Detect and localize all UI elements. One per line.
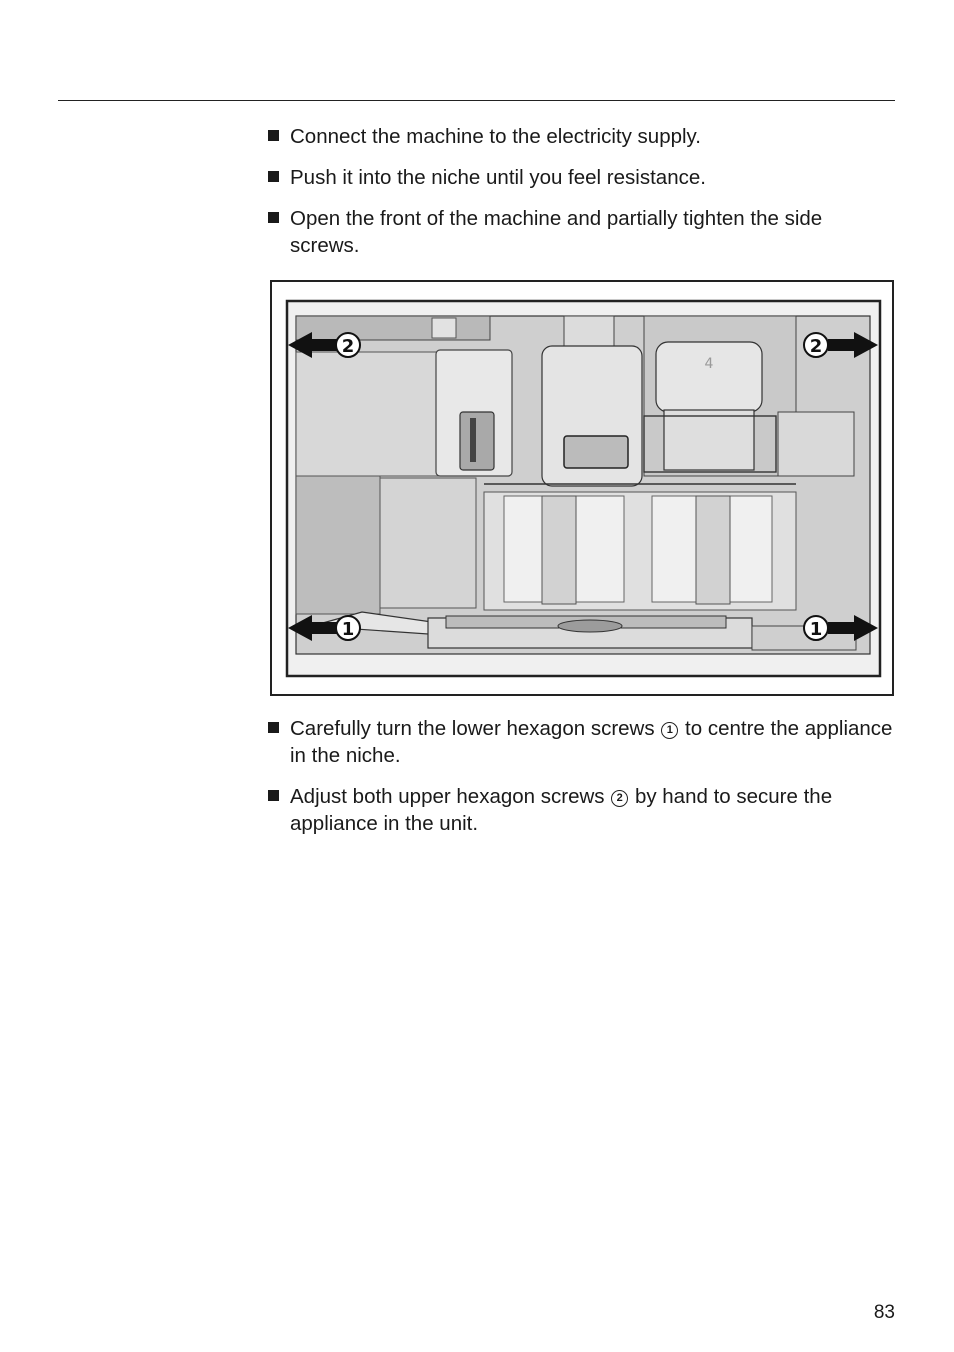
header-rule — [58, 100, 895, 101]
step-text-start: Carefully turn the lower hexagon screws — [290, 717, 655, 740]
square-bullet-icon — [268, 790, 279, 801]
spout-left — [542, 496, 576, 604]
instruction-list-bottom — [267, 715, 895, 851]
upper-panel — [296, 316, 490, 340]
upper-screw-callout-left: 2 — [341, 336, 355, 357]
step-text-end: by hand to secure the appliance in the unit. — [290, 785, 833, 835]
instruction-step — [267, 164, 895, 191]
instruction-step — [267, 123, 895, 150]
square-bullet-icon — [268, 171, 279, 182]
page-number: 83 — [873, 1302, 895, 1323]
square-bullet-icon — [268, 130, 279, 141]
door-handle — [460, 412, 494, 470]
instruction-step — [267, 715, 895, 769]
circled-number-marker: 2 — [611, 790, 628, 807]
instruction-step — [267, 205, 895, 259]
circled-number-marker: 1 — [661, 722, 678, 739]
spout-right — [696, 496, 730, 604]
step-text-end: to centre the appliance in the niche. — [290, 717, 893, 767]
coffee-machine-in-niche-drawing — [272, 282, 892, 694]
step-text-start: Adjust both upper hexagon screws — [290, 785, 605, 808]
instruction-step — [267, 783, 895, 837]
step-text: Push it into the niche until you feel resistance. — [290, 166, 706, 189]
instruction-list-top — [267, 123, 895, 273]
upper-screw-callout-right: 2 — [809, 336, 823, 357]
square-bullet-icon — [268, 212, 279, 223]
step-text: Open the front of the machine and partially tighten the side screws. — [290, 207, 823, 257]
dial-number: 4 — [704, 356, 714, 372]
square-bullet-icon — [268, 722, 279, 733]
installation-illustration — [270, 280, 894, 696]
step-text: Connect the machine to the electricity supply. — [290, 125, 701, 148]
grinder-dial — [656, 342, 762, 412]
lower-screw-callout-left: 1 — [341, 619, 355, 640]
brewing-unit-grip — [564, 436, 628, 468]
lower-screw-callout-right: 1 — [809, 619, 823, 640]
